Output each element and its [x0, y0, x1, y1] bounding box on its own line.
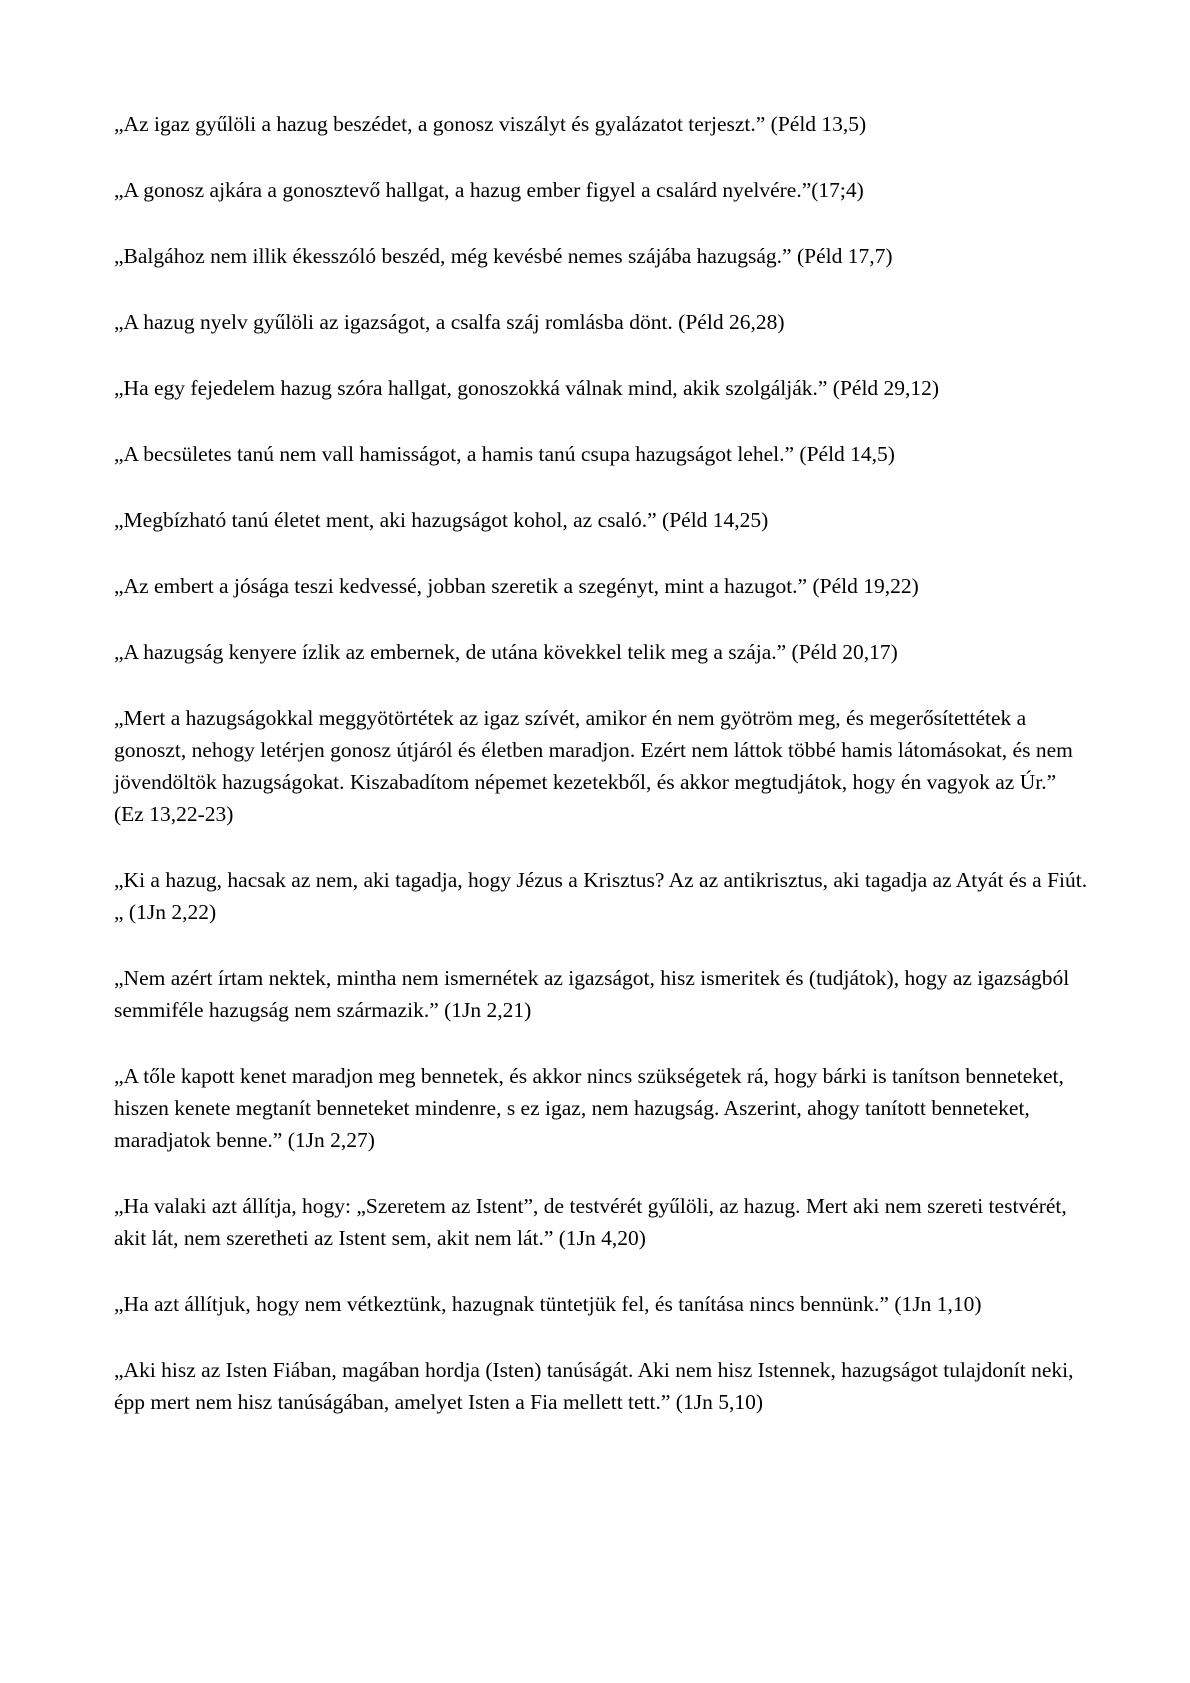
quote-paragraph: „A hazugság kenyere ízlik az embernek, de utána kövekkel telik meg a szája.” (Péld 20,17) [114, 640, 898, 664]
quote-paragraph: „Az embert a jósága teszi kedvessé, jobban szeretik a szegényt, mint a hazugot.” (Péld 19,22) [114, 574, 919, 598]
quote-paragraph: „Ha egy fejedelem hazug szóra hallgat, gonoszokká válnak mind, akik szolgálják.” (Péld 29,12) [114, 376, 940, 400]
quote-paragraph: „Megbízható tanú életet ment, aki hazugságot kohol, az csaló.” (Péld 14,25) [114, 508, 769, 532]
quote-paragraph: „Nem azért írtam nektek, mintha nem ismernétek az igazságot, hisz ismeritek és (tudjátok), hogy az igazságból semmiféle hazugság nem származik.” (1Jn 2,21) [114, 966, 1070, 1022]
quote-paragraph: „Mert a hazugságokkal meggyötörtétek az igaz szívét, amikor én nem gyötröm meg, és megerősítettétek a gonoszt, nehogy letérjen gonosz útjáról és életben maradjon. Ezért nem láttok többé hamis látomásokat, és nem jövendöltök hazugságokat. Kiszabadítom népemet kezetekből, és akkor megtudjátok, hogy én vagyok az Úr.” (Ez 13,22-23) [114, 706, 1073, 826]
quote-paragraph: „A becsületes tanú nem vall hamisságot, a hamis tanú csupa hazugságot lehel.” (Péld 14,5) [114, 442, 895, 466]
quote-paragraph: „A hazug nyelv gyűlöli az igazságot, a csalfa száj romlásba dönt. (Péld 26,28) [114, 310, 785, 334]
quote-paragraph: „A gonosz ajkára a gonosztevő hallgat, a hazug ember figyel a csalárd nyelvére.”(17;4) [114, 178, 864, 202]
quote-paragraph: „Az igaz gyűlöli a hazug beszédet, a gonosz viszályt és gyalázatot terjeszt.” (Péld 13,5) [114, 112, 867, 136]
quote-paragraph: „Ki a hazug, hacsak az nem, aki tagadja, hogy Jézus a Krisztus? Az az antikrisztus, aki tagadja az Atyát és a Fiút.„ (1Jn 2,22) [114, 868, 1088, 924]
quote-paragraph: „Ha valaki azt állítja, hogy: „Szeretem az Istent”, de testvérét gyűlöli, az hazug. Mert aki nem szereti testvérét, akit lát, nem szeretheti az Istent sem, akit nem lát.” (1Jn 4,20) [114, 1194, 1067, 1250]
quote-paragraph: „Aki hisz az Isten Fiában, magában hordja (Isten) tanúságát. Aki nem hisz Istennek, hazugságot tulajdonít neki, épp mert nem hisz tanúságában, amelyet Isten a Fia mellett tett.” (1Jn 5,10) [114, 1358, 1074, 1414]
quote-paragraph: „Balgához nem illik ékesszóló beszéd, még kevésbé nemes szájába hazugság.” (Péld 17,7) [114, 244, 893, 268]
quote-paragraph: „A tőle kapott kenet maradjon meg bennetek, és akkor nincs szükségetek rá, hogy bárki is tanítson benneteket, hiszen kenete megtanít benneteket mindenre, s ez igaz, nem hazugság. Aszerint, ahogy tanított benneteket, maradjatok benne.” (1Jn 2,27) [114, 1064, 1064, 1152]
quote-list [114, 108, 1089, 1452]
quote-paragraph: „Ha azt állítjuk, hogy nem vétkeztünk, hazugnak tüntetjük fel, és tanítása nincs bennünk.” (1Jn 1,10) [114, 1292, 982, 1316]
